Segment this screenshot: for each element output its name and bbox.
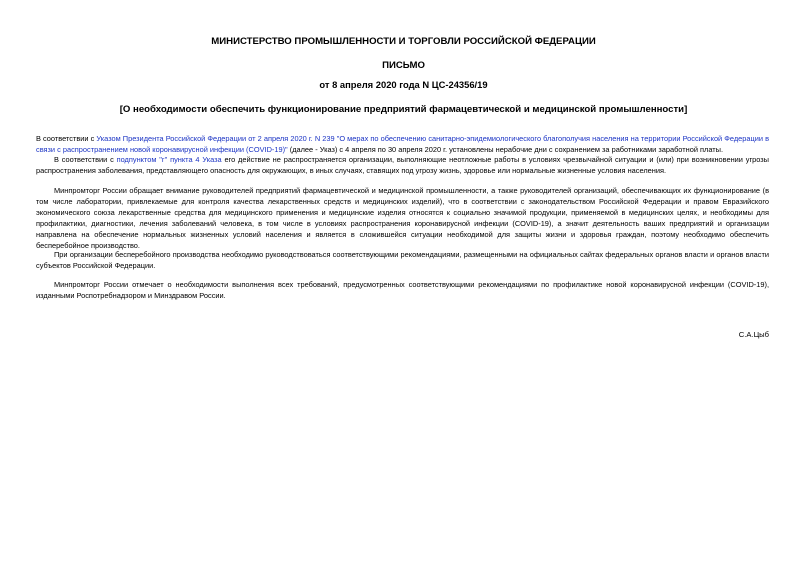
ministry-title: МИНИСТЕРСТВО ПРОМЫШЛЕННОСТИ И ТОРГОВЛИ РОССИЙСКОЙ ФЕДЕРАЦИИ <box>211 36 596 47</box>
paragraph-2-pre: В соответствии с <box>54 155 117 164</box>
paragraph-5: Минпромторг России отмечает о необходимости выполнения всех требований, предусмотренных соответствующими рекомендациями по профилактике новой коронавирусной инфекции (COVID-19), изданными Роспотребнадзором и Минздравом России. <box>36 280 769 300</box>
paragraph-4: При организации бесперебойного производства необходимо руководствоваться соответствующими рекомендациями, размещенными на официальных сайтах федеральных органов власти и органов власти субъектов Российской Федерации. <box>36 250 769 270</box>
document-date-number: от 8 апреля 2020 года N ЦС-24356/19 <box>319 79 488 90</box>
document-subject: [О необходимости обеспечить функционирование предприятий фармацевтической и медицинской промышленности] <box>119 104 688 115</box>
document-type: ПИСЬМО <box>382 60 425 71</box>
paragraph-2-post: его действие не распространяется организации, выполняющие неотложные работы в условиях чрезвычайной ситуации и (или) при возникновении угрозы распространения заболевания, представляющего опасность для окружающих, в иных случаях, ставящих под угрозу жизнь, здоровье или нормальные жизненные условия населения. <box>36 155 769 175</box>
signature: С.А.Цыб <box>738 330 769 339</box>
paragraph-1 <box>36 133 769 155</box>
decree-link[interactable]: Указом Президента Российской Федерации от 2 апреля 2020 г. N 239 "О мерах по обеспечению санитарно-эпидемиологического благополучия населения на территории Российской Федерации в связи с распространением новой коронавирусной инфекции (COVID-19)" <box>36 134 769 154</box>
paragraph-1-pre: В соответствии с <box>36 134 97 143</box>
paragraph-2 <box>36 154 769 176</box>
subparagraph-link[interactable]: подпунктом "г" пункта 4 Указа <box>116 155 222 164</box>
paragraph-1-post: (далее - Указ) с 4 апреля по 30 апреля 2020 г. установлены нерабочие дни с сохранением за работниками заработной платы. <box>287 145 724 154</box>
paragraph-3: Минпромторг России обращает внимание руководителей предприятий фармацевтической и медицинской промышленности, а также руководителей организаций, обеспечивающих их функционирование (в том числе лаборатории, привлекаемые для контроля качества лекарственных средств и медицинских изделий), что в соответствии с законодательством Российской Федерации и правом Евразийского экономического союза лекарственные средства для медицинского применения и медицинские изделия относятся к социально значимой продукции, применяемой в медицинских целях, и необходимы для профилактики, диагностики, лечения заболеваний человека, в том числе в условиях распространения коронавирусной инфекции (COVID-19), а значит деятельность ваших предприятий и организации направлена на обеспечение нормальных жизненных условий населения и является в сложившейся ситуации необходимой для защиты жизни и здоровья граждан, поэтому необходимо обеспечить бесперебойное производство. <box>36 186 769 250</box>
